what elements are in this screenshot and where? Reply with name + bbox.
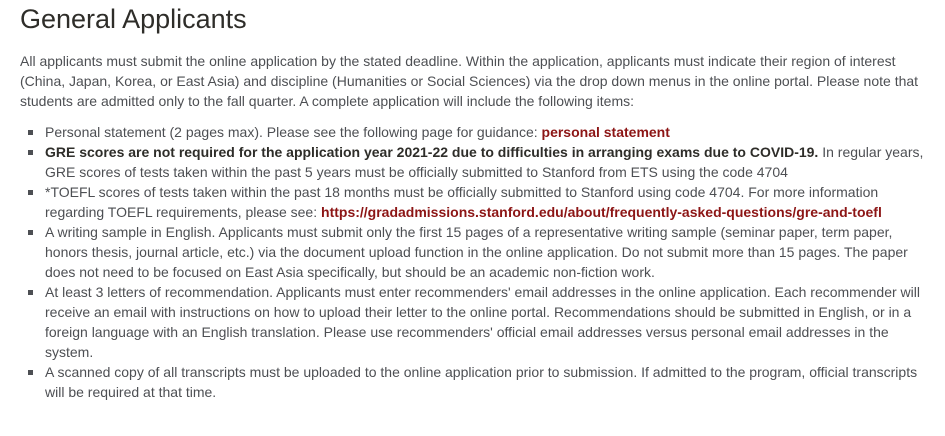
list-item-toefl: [45, 182, 925, 222]
list-item-gre: [45, 142, 925, 182]
list-item-personal-statement: [45, 122, 925, 142]
personal-statement-link[interactable]: personal statement: [541, 124, 670, 140]
item-bold-text: GRE scores are not required for the application year 2021-22 due to difficulties in arranging exams due to COVID-19.: [45, 144, 819, 160]
requirements-list: [20, 122, 925, 402]
list-item-writing-sample: [45, 222, 925, 282]
item-text: In regular years, GRE scores of tests taken within the past 5 years must be officially submitted to Stanford from ETS using the code 4704: [45, 144, 924, 180]
bullet-icon: [28, 190, 33, 195]
intro-paragraph: All applicants must submit the online application by the stated deadline. Within the application, applicants must indicate their region of interest (China, Japan, Korea, or East Asia) and discipline (Humanities or Social Sciences) via the drop down menus in the online portal. Please note that students are admitted only to the fall quarter. A complete application will include the following items:: [20, 53, 919, 109]
page-title: General Applicants: [20, 4, 247, 34]
list-item-recommendations: [45, 282, 925, 362]
bullet-icon: [28, 130, 33, 135]
list-item-transcripts: [45, 362, 925, 402]
bullet-icon: [28, 230, 33, 235]
item-text: A scanned copy of all transcripts must be uploaded to the online application prior to submission. If admitted to the program, official transcripts will be required at that time.: [45, 364, 918, 400]
item-text: A writing sample in English. Applicants must submit only the first 15 pages of a representative writing sample (seminar paper, term paper, honors thesis, journal article, etc.) via the document upload function in the online application. Do not submit more than 15 pages. The paper does not need to be focused on East Asia specifically, but should be an academic non-fiction work.: [45, 224, 908, 280]
bullet-icon: [28, 370, 33, 375]
bullet-icon: [28, 290, 33, 295]
item-text: *TOEFL scores of tests taken within the past 18 months must be officially submitted to Stanford using code 4704. For more information regarding TOEFL requirements, please see:: [45, 184, 879, 220]
bullet-icon: [28, 150, 33, 155]
item-text: At least 3 letters of recommendation. Applicants must enter recommenders' email addresses in the online application. Each recommender will receive an email with instructions on how to upload their letter to the online portal. Recommendations should be submitted in English, or in a foreign language with an English translation. Please use recommenders' official email addresses versus personal email addresses in the system.: [45, 284, 920, 360]
toefl-faq-link[interactable]: https://gradadmissions.stanford.edu/about/frequently-asked-questions/gre-and-toefl: [321, 204, 882, 220]
content-area: [20, 0, 925, 402]
item-text: Personal statement (2 pages max). Please see the following page for guidance:: [45, 124, 542, 140]
